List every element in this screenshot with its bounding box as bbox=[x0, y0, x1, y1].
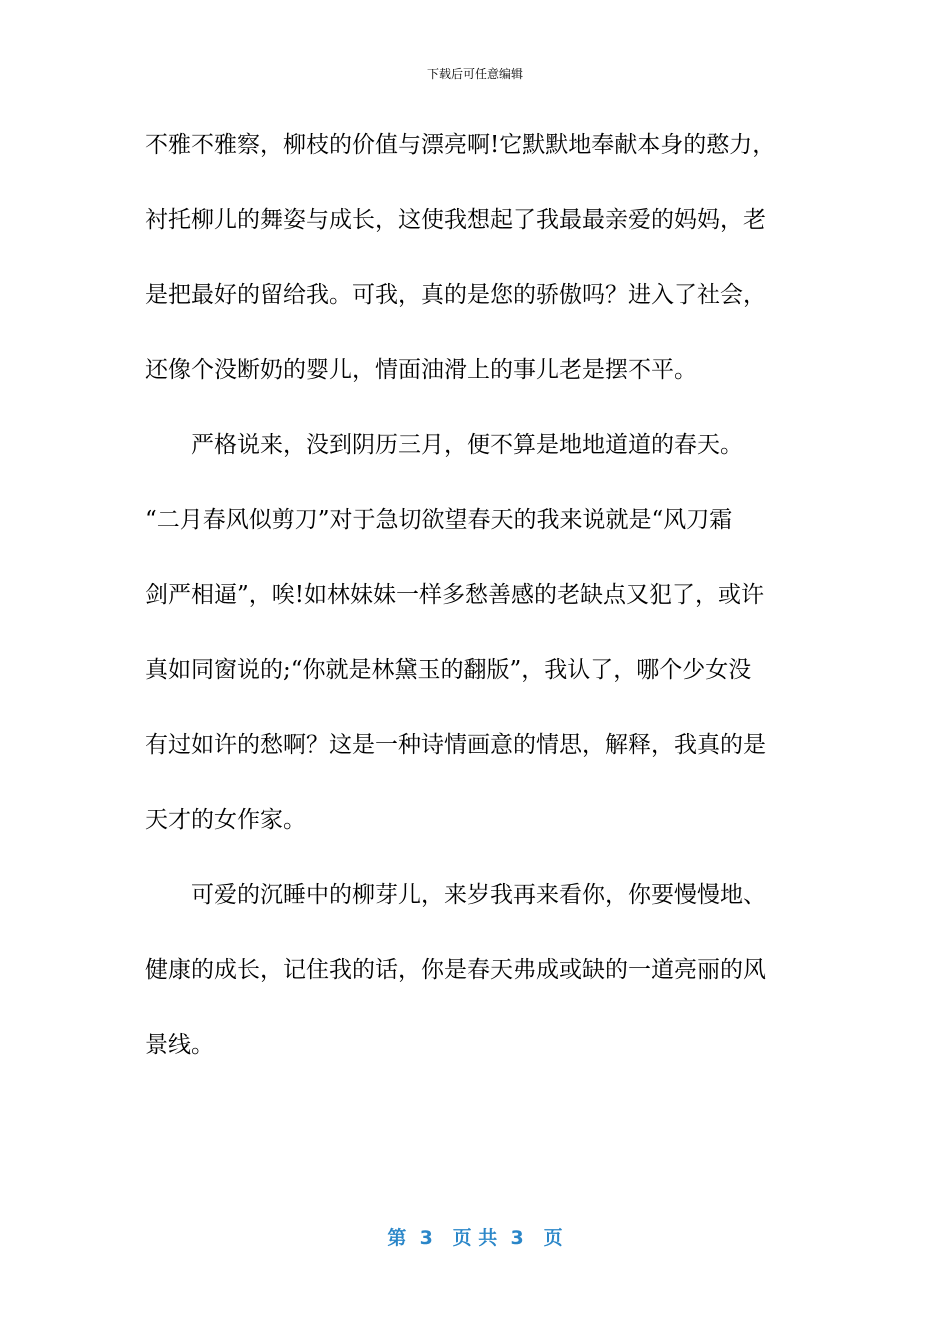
text-line: 还像个没断奶的婴儿，情面油滑上的事儿老是摆不平。 bbox=[145, 357, 697, 383]
text-line: 健康的成长，记住我的话，你是春天弗成或缺的一道亮丽的风 bbox=[145, 957, 766, 983]
text-line: 天才的女作家。 bbox=[145, 807, 306, 833]
document-body bbox=[145, 122, 810, 1097]
paragraph-start-line: 严格说来，没到阴历三月，便不算是地地道道的春天。 bbox=[191, 432, 743, 458]
text-line: 真如同窗说的;“你就是林黛玉的翻版”，我认了，哪个少女没 bbox=[145, 657, 752, 683]
text-line: “二月春风似剪刀”对于急切欲望春天的我来说就是“风刀霜 bbox=[145, 507, 733, 533]
paragraph-start-line: 可爱的沉睡中的柳芽儿，来岁我再来看你，你要慢慢地、 bbox=[191, 882, 766, 908]
text-line: 景线。 bbox=[145, 1032, 214, 1058]
text-line: 剑严相逼”，唉!如林妹妹一样多愁善感的老缺点又犯了，或许 bbox=[145, 582, 765, 608]
page-number-footer: 第 3 页 共 3 页 bbox=[387, 1227, 563, 1249]
page-header: 下载后可任意编辑 bbox=[426, 67, 523, 81]
text-line: 衬托柳儿的舞姿与成长，这使我想起了我最最亲爱的妈妈，老 bbox=[145, 207, 766, 233]
text-line: 有过如许的愁啊？这是一种诗情画意的情思，解释，我真的是 bbox=[145, 732, 766, 758]
text-line: 不雅不雅察，柳枝的价值与漂亮啊!它默默地奉献本身的憨力， bbox=[145, 132, 776, 158]
text-line: 是把最好的留给我。可我，真的是您的骄傲吗？进入了社会， bbox=[145, 282, 766, 308]
